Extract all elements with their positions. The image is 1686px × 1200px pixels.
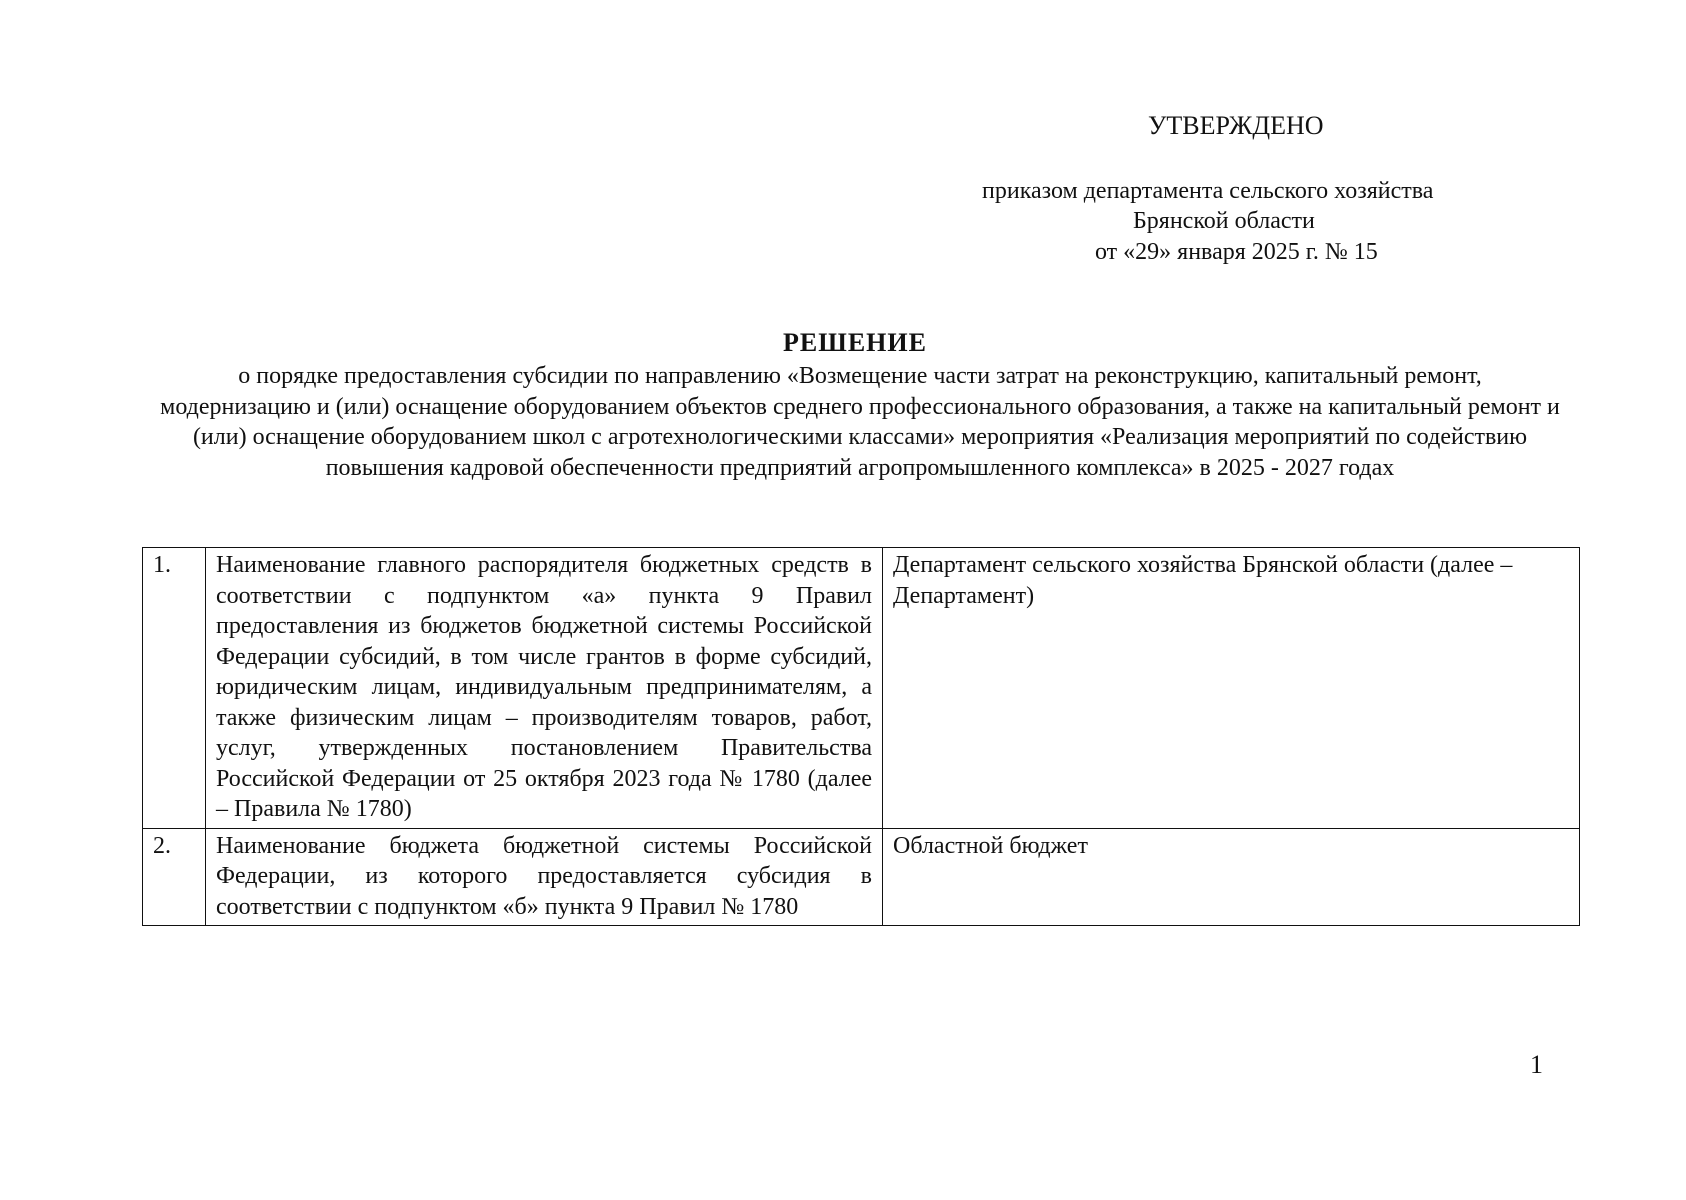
row-number: 1. <box>143 548 206 829</box>
table-row <box>143 828 1580 926</box>
page-number: 1 <box>1530 1050 1543 1079</box>
decision-subject: о порядке предоставления субсидии по направлению «Возмещение части затрат на реконструкцию, капитальный ремонт, модернизацию и (или) оснащение оборудованием объектов среднего профессионального образования, а также на капитальный ремонт и (или) оснащение оборудованием школ с агротехнологическими классами» мероприятия «Реализация мероприятий по содействию повышения кадровой обеспеченности предприятий агропромышленного комплекса» в 2025 - 2027 годах <box>160 363 1560 481</box>
approval-region-line: Брянской области <box>1133 208 1315 234</box>
decision-parameters-table <box>142 547 1580 926</box>
row-description: Наименование бюджета бюджетной системы Российской Федерации, из которого предоставляется субсидия в соответствии с подпунктом «б» пункта 9 Правил № 1780 <box>206 828 883 926</box>
row-description: Наименование главного распорядителя бюджетных средств в соответствии с подпунктом «а» пункта 9 Правил предоставления из бюджетов бюджетной системы Российской Федерации субсидий, в том числе грантов в форме субсидий, юридическим лицам, индивидуальным предпринимателям, а также физическим лицам – производителям товаров, работ, услуг, утвержденных постановлением Правительства Российской Федерации от 25 октября 2023 года № 1780 (далее – Правила № 1780) <box>206 548 883 829</box>
row-value: Департамент сельского хозяйства Брянской области (далее – Департамент) <box>883 548 1580 829</box>
approval-date-line: от «29» января 2025 г. № 15 <box>1095 239 1378 265</box>
table-row <box>143 548 1580 829</box>
approval-title: УТВЕРЖДЕНО <box>1148 111 1324 140</box>
decision-heading: РЕШЕНИЕ <box>783 328 927 357</box>
approval-order-line: приказом департамента сельского хозяйства <box>982 178 1434 204</box>
row-number: 2. <box>143 828 206 926</box>
row-value: Областной бюджет <box>883 828 1580 926</box>
